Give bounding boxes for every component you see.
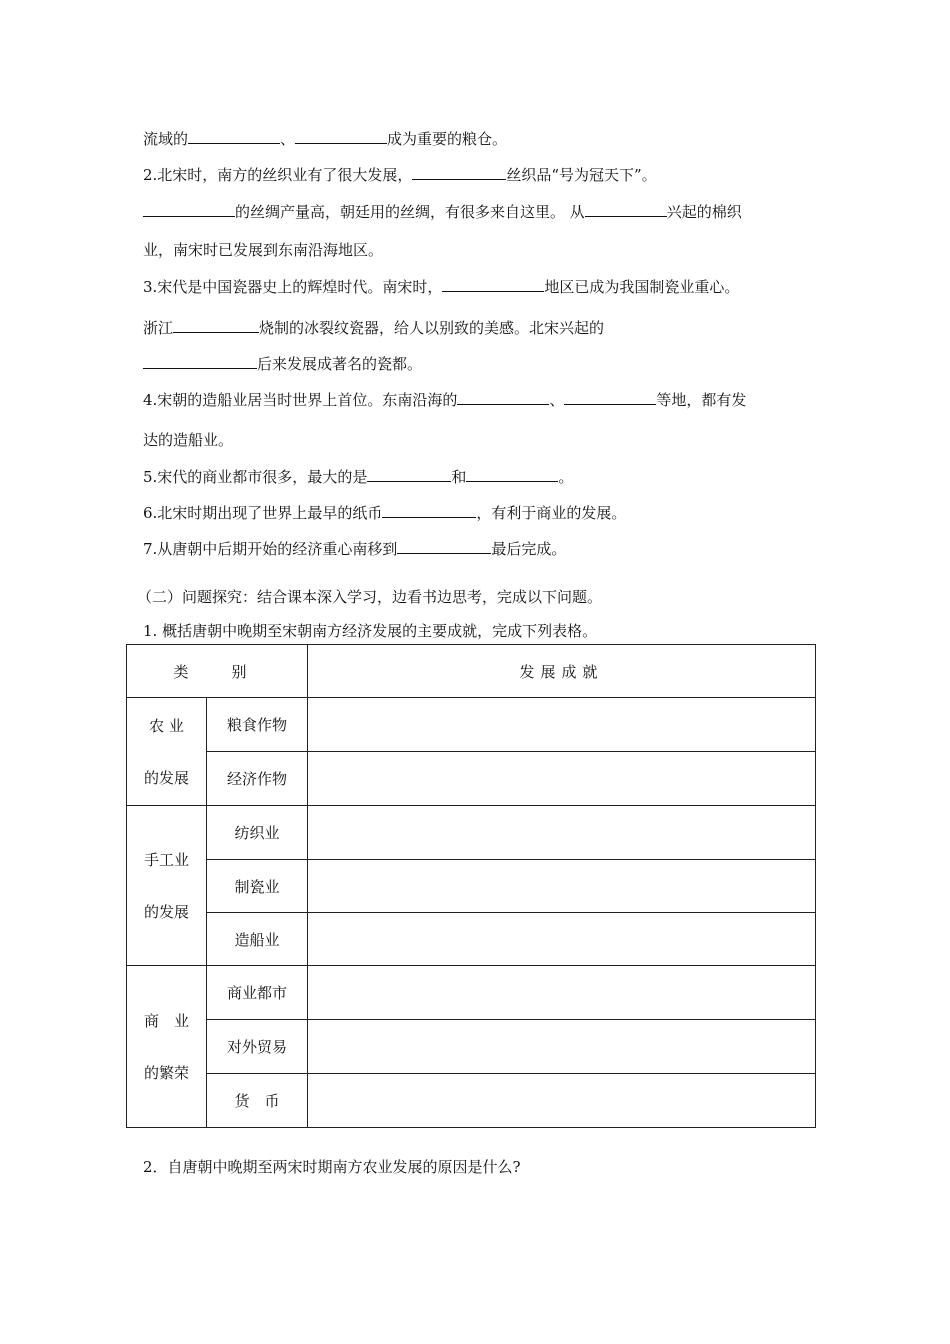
blank-field[interactable] — [367, 466, 451, 482]
answer-cell[interactable] — [308, 913, 816, 966]
table-row — [127, 913, 816, 966]
table-row — [127, 966, 816, 1020]
text: 后来发展成著名的瓷都。 — [257, 355, 423, 373]
text: 浙江 — [143, 319, 174, 337]
table-row — [127, 806, 816, 860]
fill-line-11 — [143, 502, 626, 523]
question-2: 2．自唐朝中晚期至两宋时期南方农业发展的原因是什么? — [143, 1158, 521, 1176]
text: 烧制的冰裂纹瓷器，给人以别致的美感。北宋兴起的 — [259, 319, 605, 337]
blank-field[interactable] — [397, 538, 491, 554]
fill-line-12 — [143, 538, 566, 559]
text: 、 — [280, 130, 296, 148]
header-achievement: 发展成就 — [308, 645, 816, 698]
answer-cell[interactable] — [308, 752, 816, 806]
text: 最后完成。 — [491, 540, 567, 558]
answer-cell[interactable] — [308, 806, 816, 860]
sub-category: 货 币 — [207, 1074, 308, 1128]
text: 丝织品“号为冠天下”。 — [506, 166, 657, 184]
fill-line-10 — [143, 466, 573, 487]
fill-line-4 — [143, 240, 383, 260]
text: 5.宋代的商业都市很多，最大的是 — [143, 468, 368, 486]
fill-line-3 — [143, 201, 742, 222]
fill-line-8 — [143, 389, 746, 410]
text: 4.宋朝的造船业居当时世界上首位。东南沿海的 — [143, 391, 458, 409]
sub-category: 制瓷业 — [207, 860, 308, 913]
sub-category: 对外贸易 — [207, 1020, 308, 1074]
text: 2.北宋时，南方的丝织业有了很大发展， — [143, 166, 413, 184]
answer-cell[interactable] — [308, 1074, 816, 1128]
text: 地区已成为我国制瓷业重心。 — [544, 278, 740, 296]
text: 7.从唐朝中后期开始的经济重心南移到 — [143, 540, 398, 558]
blank-field[interactable] — [412, 164, 506, 180]
category-commerce: 商 业 的繁荣 — [127, 966, 207, 1128]
text: 6.北宋时期出现了世界上最早的纸币 — [143, 504, 383, 522]
sub-category: 经济作物 — [207, 752, 308, 806]
header-category: 类 别 — [127, 645, 308, 698]
text: 。 — [558, 468, 574, 486]
achievement-table — [126, 644, 816, 1128]
text: 流域的 — [143, 130, 189, 148]
blank-field[interactable] — [442, 276, 544, 292]
sub-category: 造船业 — [207, 913, 308, 966]
answer-cell[interactable] — [308, 860, 816, 913]
answer-cell[interactable] — [308, 1020, 816, 1074]
text: 3.宋代是中国瓷器史上的辉煌时代。南宋时， — [143, 278, 443, 296]
text: 达的造船业。 — [143, 431, 234, 449]
blank-field[interactable] — [564, 389, 656, 405]
blank-field[interactable] — [585, 201, 667, 217]
answer-cell[interactable] — [308, 698, 816, 752]
table-row — [127, 1020, 816, 1074]
table-row — [127, 1074, 816, 1128]
fill-line-9 — [143, 430, 233, 450]
fill-line-2 — [143, 164, 657, 185]
table-row — [127, 698, 816, 752]
sub-category: 粮食作物 — [207, 698, 308, 752]
text: 业，南宋时已发展到东南沿海地区。 — [143, 241, 384, 259]
category-handicraft: 手工业 的发展 — [127, 806, 207, 966]
blank-field[interactable] — [188, 128, 280, 144]
sub-category: 商业都市 — [207, 966, 308, 1020]
table-header-row — [127, 645, 816, 698]
text: 成为重要的粮仓。 — [387, 130, 508, 148]
section-title: （二）问题探究：结合课本深入学习，边看书边思考，完成以下问题。 — [137, 588, 603, 606]
blank-field[interactable] — [173, 317, 259, 333]
text: 和 — [451, 468, 467, 486]
table-row — [127, 860, 816, 913]
blank-field[interactable] — [382, 502, 476, 518]
text: 兴起的棉织 — [666, 203, 742, 221]
text: 的丝绸产量高，朝廷用的丝绸，有很多来自这里。 从 — [235, 203, 585, 221]
fill-line-1 — [143, 128, 507, 149]
blank-field[interactable] — [143, 201, 235, 217]
answer-cell[interactable] — [308, 966, 816, 1020]
fill-line-5 — [143, 276, 739, 297]
text: 等地，都有发 — [656, 391, 747, 409]
fill-line-6 — [143, 317, 604, 338]
text: 、 — [549, 391, 565, 409]
question-1: 1. 概括唐朝中晚期至宋朝南方经济发展的主要成就，完成下列表格。 — [143, 622, 598, 640]
blank-field[interactable] — [143, 353, 257, 369]
blank-field[interactable] — [466, 466, 558, 482]
fill-line-7 — [143, 353, 422, 374]
sub-category: 纺织业 — [207, 806, 308, 860]
text: ，有利于商业的发展。 — [476, 504, 627, 522]
category-agriculture: 农 业 的发展 — [127, 698, 207, 806]
table-row — [127, 752, 816, 806]
blank-field[interactable] — [295, 128, 387, 144]
blank-field[interactable] — [457, 389, 549, 405]
